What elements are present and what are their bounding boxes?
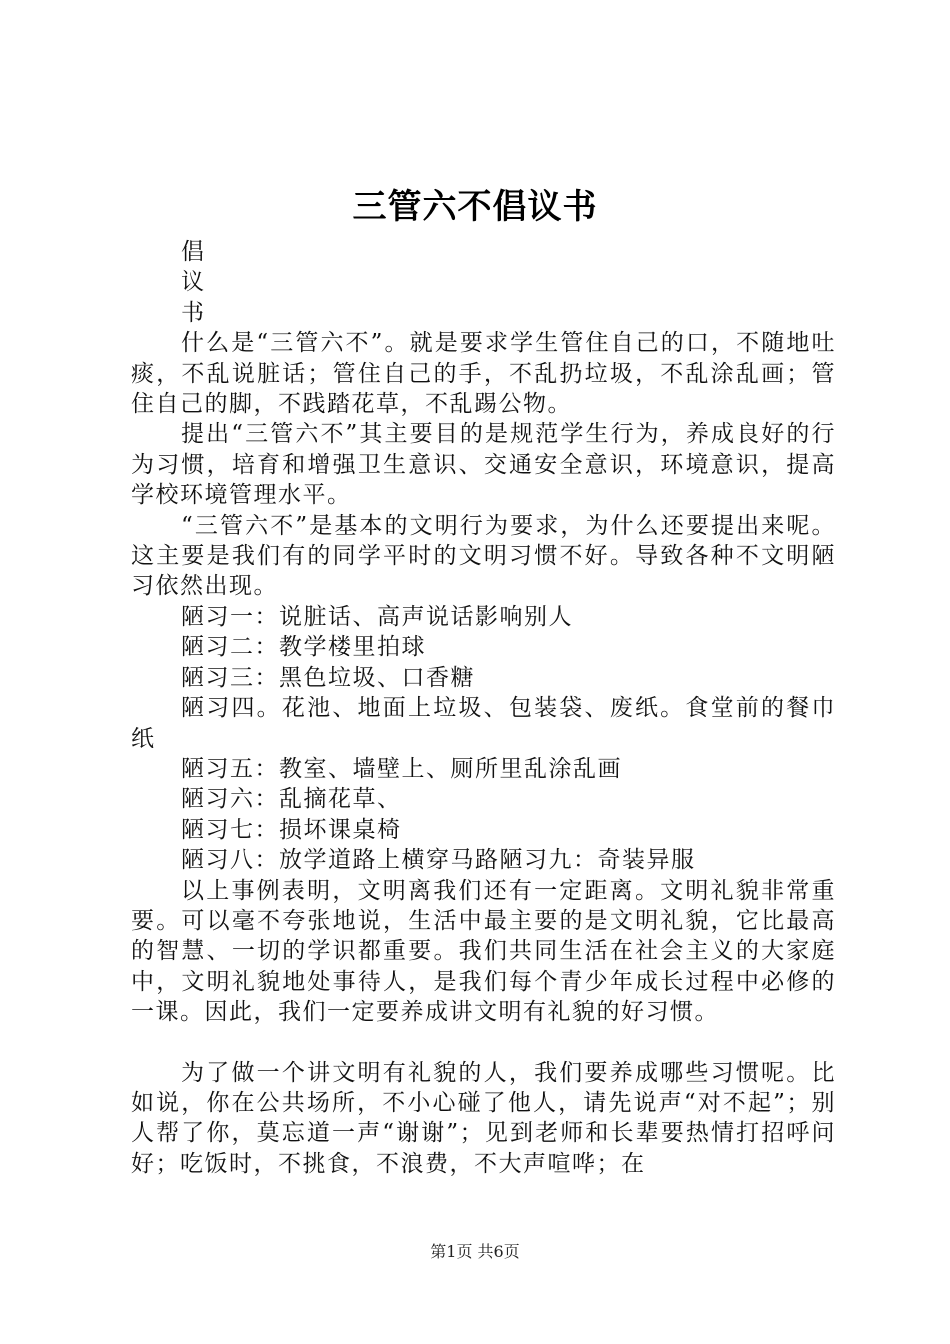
heading-char: 书 (181, 299, 206, 326)
paragraph: 为了做一个讲文明有礼貌的人，我们要养成哪些习惯呢。比如说，你在公共场所，不小心碰了他人，请先说声“对不起”；别人帮了你，莫忘道一声“谢谢”；见到老师和长辈要热情打招呼问好；吃饭时，不挑食，不浪费，不大声喧哗；在 (131, 1059, 836, 1177)
document-body (131, 237, 836, 1179)
page-number: 第1页 共6页 (430, 1242, 520, 1261)
bad-habit-item: 陋习二：教学楼里拍球 (181, 634, 426, 661)
bad-habit-item: 陋习八：放学道路上横穿马路陋习九：奇装异服 (181, 847, 696, 874)
bad-habit-item: 陋习六：乱摘花草、 (181, 786, 402, 813)
heading-char: 议 (181, 269, 206, 296)
bad-habit-item: 陋习五：教室、墙壁上、厕所里乱涂乱画 (181, 755, 622, 782)
bad-habit-item: 陋习三：黑色垃圾、口香糖 (181, 664, 475, 691)
paragraph: 以上事例表明，文明离我们还有一定距离。文明礼貌非常重要。可以毫不夸张地说，生活中最主要的是文明礼貌，它比最高的智慧、一切的学识都重要。我们共同生活在社会主义的大家庭中，文明礼貌地处事待人，是我们每个青少年成长过程中必修的一课。因此，我们一定要养成讲文明有礼貌的好习惯。 (131, 877, 836, 1026)
document-title: 三管六不倡议书 (352, 187, 598, 227)
heading-char: 倡 (181, 239, 206, 265)
paragraph: 什么是“三管六不”。就是要求学生管住自己的口，不随地吐痰，不乱说脏话；管住自己的手，不乱扔垃圾，不乱涂乱画；管住自己的脚，不践踏花草，不乱踢公物。 (131, 330, 836, 418)
bad-habit-item: 陋习一：说脏话、高声说话影响别人 (181, 603, 573, 630)
bad-habit-item: 陋习四。花池、地面上垃圾、包装袋、废纸。食堂前的餐巾纸 (131, 695, 836, 752)
bad-habit-item: 陋习七：损坏课桌椅 (181, 816, 402, 843)
paragraph: 提出“三管六不”其主要目的是规范学生行为，养成良好的行为习惯，培育和增强卫生意识、交通安全意识，环境意识，提高学校环境管理水平。 (131, 421, 836, 509)
paragraph: “三管六不”是基本的文明行为要求，为什么还要提出来呢。这主要是我们有的同学平时的文明习惯不好。导致各种不文明陋习依然出现。 (131, 512, 836, 600)
